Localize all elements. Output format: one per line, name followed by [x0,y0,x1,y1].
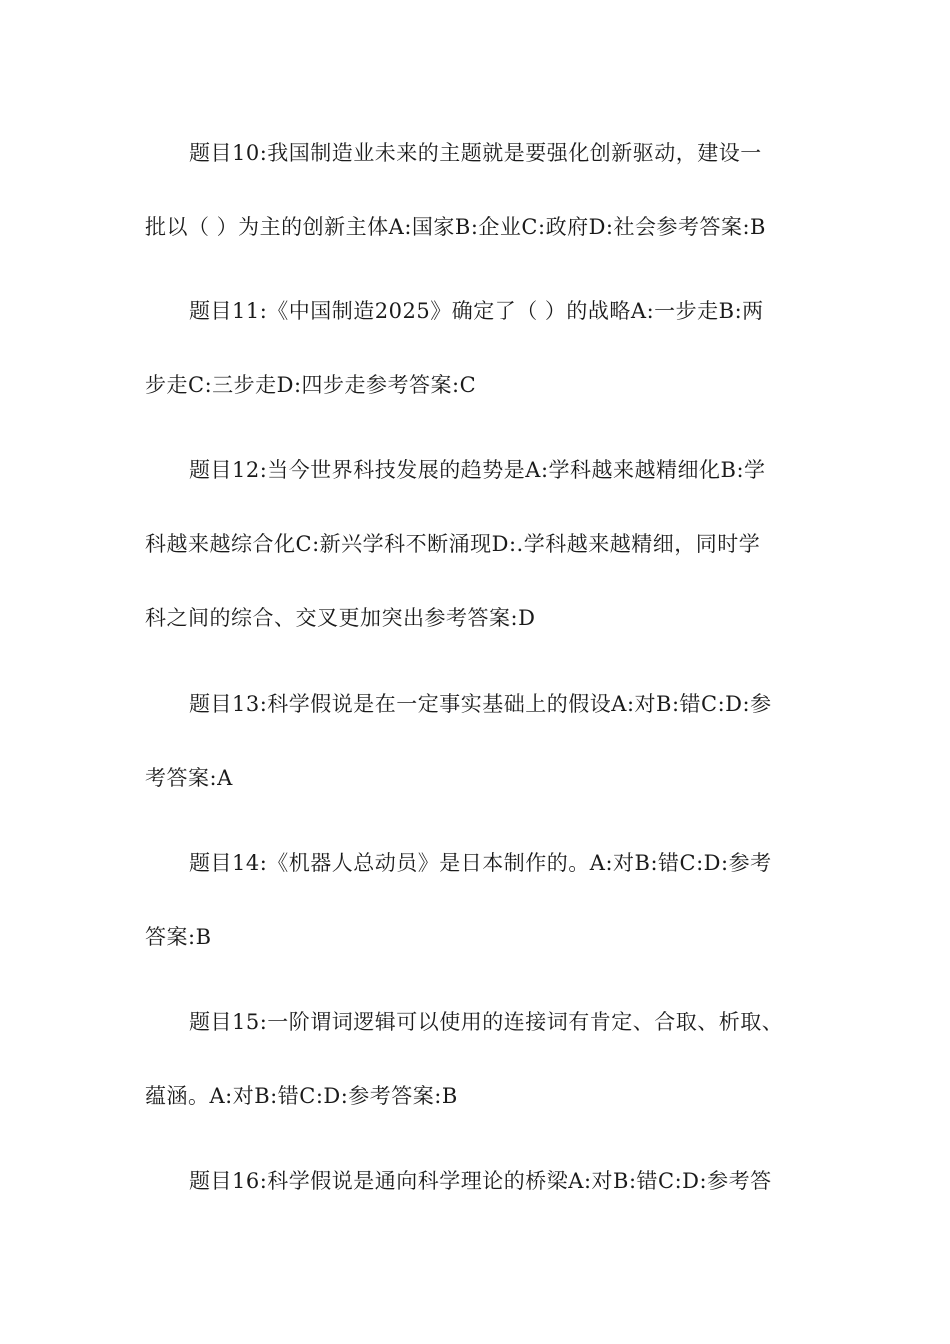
question-11-line-2: 步走C:三步走D:四步走参考答案:C [145,373,477,397]
question-13-line-1: 题目13:科学假说是在一定事实基础上的假设A:对B:错C:D:参 [189,692,772,716]
question-15-line-1: 题目15:一阶谓词逻辑可以使用的连接词有肯定、合取、析取、 [189,1010,784,1034]
question-12-line-3: 科之间的综合、交叉更加突出参考答案:D [145,606,536,630]
question-11-line-1: 题目11:《中国制造2025》确定了（ ）的战略A:一步走B:两 [189,299,764,323]
question-15-line-2: 蕴涵。A:对B:错C:D:参考答案:B [145,1084,458,1108]
question-12-line-1: 题目12:当今世界科技发展的趋势是A:学科越来越精细化B:学 [189,458,766,482]
question-14-line-1: 题目14:《机器人总动员》是日本制作的。A:对B:错C:D:参考 [189,851,772,875]
question-10-line-1: 题目10:我国制造业未来的主题就是要强化创新驱动，建设一 [189,141,762,165]
question-12-line-2: 科越来越综合化C:新兴学科不断涌现D:.学科越来越精细，同时学 [145,532,761,556]
question-13-line-2: 考答案:A [145,766,233,790]
question-16-line-1: 题目16:科学假说是通向科学理论的桥梁A:对B:错C:D:参考答 [189,1169,772,1193]
question-14-line-2: 答案:B [145,925,212,949]
question-10-line-2: 批以（ ）为主的创新主体A:国家B:企业C:政府D:社会参考答案:B [145,215,766,239]
